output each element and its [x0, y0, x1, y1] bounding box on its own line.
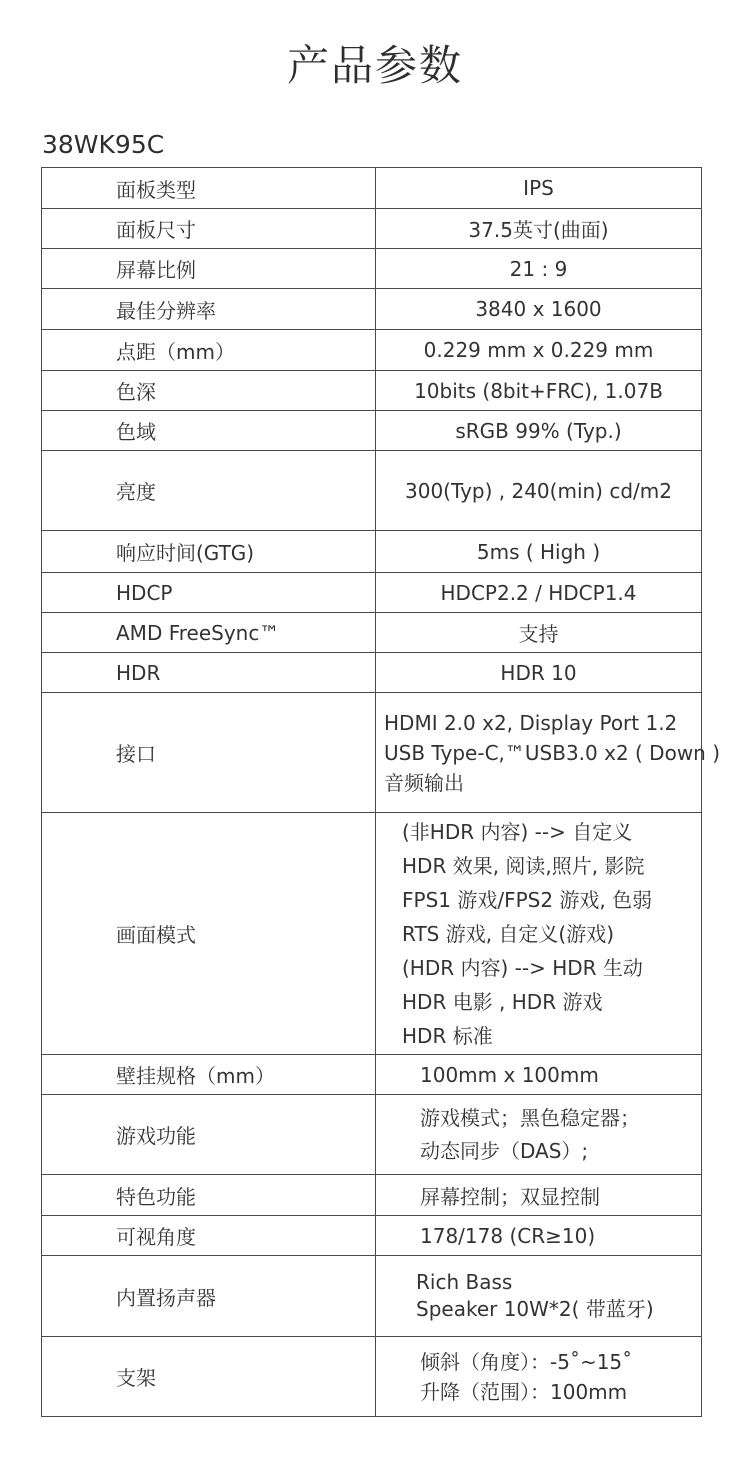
- spec-value-line: IPS: [523, 176, 554, 200]
- spec-row: [42, 1055, 702, 1095]
- spec-row: [42, 289, 702, 330]
- spec-value: [376, 209, 702, 249]
- spec-key: 亮度: [42, 451, 376, 531]
- spec-key: 响应时间(GTG): [42, 531, 376, 573]
- spec-value-line: (非HDR 内容) --> 自定义: [402, 819, 633, 844]
- spec-row: [42, 1095, 702, 1175]
- spec-value-line: 37.5英寸(曲面): [468, 218, 609, 242]
- spec-value-line: 动态同步（DAS）;: [420, 1138, 589, 1163]
- spec-table: [41, 167, 721, 1417]
- spec-row: [42, 249, 702, 289]
- spec-value: [376, 451, 702, 531]
- spec-key: 面板尺寸: [42, 209, 376, 249]
- spec-row: [42, 330, 702, 371]
- spec-row: [42, 531, 702, 573]
- spec-value-line: Rich Bass: [416, 1270, 513, 1294]
- spec-key: 支架: [42, 1337, 376, 1417]
- spec-value: [376, 653, 702, 693]
- spec-row: [42, 613, 702, 653]
- spec-key: 色深: [42, 371, 376, 411]
- spec-value-line: (HDR 内容) --> HDR 生动: [402, 955, 643, 980]
- spec-value: [376, 1256, 702, 1337]
- spec-value-line: FPS1 游戏/FPS2 游戏, 色弱: [402, 887, 653, 912]
- spec-value: [376, 371, 702, 411]
- spec-value-line: 音频输出: [384, 770, 464, 795]
- spec-value: [376, 531, 702, 573]
- spec-table-body: [42, 168, 721, 1417]
- spec-value-line: 21 : 9: [509, 256, 568, 281]
- spec-row: [42, 411, 702, 451]
- spec-value: [376, 411, 702, 451]
- spec-key: 内置扬声器: [42, 1256, 376, 1337]
- spec-value-line: 支持: [518, 622, 559, 646]
- spec-row: [42, 653, 702, 693]
- spec-value-line: HDR 效果, 阅读,照片, 影院: [402, 853, 645, 878]
- spec-row: [42, 573, 702, 613]
- spec-row: [42, 693, 702, 813]
- spec-value: [376, 613, 702, 653]
- spec-value: [376, 693, 721, 813]
- spec-value: [376, 289, 702, 330]
- spec-value: [376, 1055, 702, 1095]
- spec-key: HDCP: [42, 573, 376, 613]
- spec-value-line: sRGB 99% (Typ.): [455, 418, 622, 443]
- spec-value-line: 300(Typ) , 240(min) cd/m2: [405, 478, 672, 503]
- spec-value: [376, 330, 702, 371]
- spec-row: [42, 1175, 702, 1216]
- spec-value-line: 升降（范围）：100mm: [420, 1379, 628, 1404]
- spec-value-line: HDMI 2.0 x2, Display Port 1.2: [384, 710, 678, 735]
- spec-value-line: USB Type-C,™USB3.0 x2 ( Down ): [384, 740, 721, 765]
- spec-value-line: RTS 游戏, 自定义(游戏): [402, 921, 615, 946]
- spec-value: [376, 1216, 702, 1256]
- spec-key: 特色功能: [42, 1175, 376, 1216]
- spec-value-line: HDR 电影 , HDR 游戏: [402, 989, 603, 1014]
- spec-value-line: 0.229 mm x 0.229 mm: [423, 338, 654, 362]
- spec-key: 色域: [42, 411, 376, 451]
- spec-row: [42, 813, 702, 1055]
- spec-value-line: HDR 标准: [402, 1023, 493, 1048]
- spec-value: [376, 813, 702, 1055]
- spec-key: AMD FreeSync™: [42, 613, 376, 653]
- spec-key: 画面模式: [42, 813, 376, 1055]
- spec-key: 壁挂规格（mm）: [42, 1055, 376, 1095]
- spec-value-line: 178/178 (CR≥10): [420, 1223, 596, 1248]
- spec-key: 游戏功能: [42, 1095, 376, 1175]
- spec-row: [42, 1337, 702, 1417]
- spec-value-line: 屏幕控制；双显控制: [420, 1184, 600, 1209]
- spec-key: HDR: [42, 653, 376, 693]
- spec-value-line: 10bits (8bit+FRC), 1.07B: [414, 378, 663, 403]
- spec-value-line: 5ms ( High ): [476, 539, 601, 564]
- model-name: 38WK95C: [42, 130, 165, 159]
- spec-value-line: 3840 x 1600: [475, 297, 602, 321]
- spec-row: [42, 451, 702, 531]
- spec-row: [42, 168, 702, 209]
- spec-row: [42, 1256, 702, 1337]
- spec-value: [376, 1175, 702, 1216]
- spec-value: [376, 1337, 702, 1417]
- spec-key: 面板类型: [42, 168, 376, 209]
- spec-key: 最佳分辨率: [42, 289, 376, 330]
- spec-value: [376, 573, 702, 613]
- spec-key: 点距（mm）: [42, 330, 376, 371]
- spec-value-line: 倾斜（角度）：-5˚~15˚: [420, 1349, 633, 1374]
- spec-key: 可视角度: [42, 1216, 376, 1256]
- spec-key: 接口: [42, 693, 376, 813]
- spec-value-line: Speaker 10W*2( 带蓝牙): [416, 1297, 654, 1321]
- spec-value-line: HDCP2.2 / HDCP1.4: [440, 580, 637, 605]
- spec-value-line: HDR 10: [500, 660, 577, 685]
- page-title: 产品参数: [286, 41, 463, 90]
- spec-key: 屏幕比例: [42, 249, 376, 289]
- spec-row: [42, 1216, 702, 1256]
- spec-row: [42, 209, 702, 249]
- spec-row: [42, 371, 702, 411]
- spec-value: [376, 249, 702, 289]
- spec-value-line: 游戏模式；黑色稳定器；: [420, 1105, 640, 1130]
- spec-value: [376, 168, 702, 209]
- spec-value-line: 100mm x 100mm: [420, 1062, 599, 1087]
- spec-value: [376, 1095, 702, 1175]
